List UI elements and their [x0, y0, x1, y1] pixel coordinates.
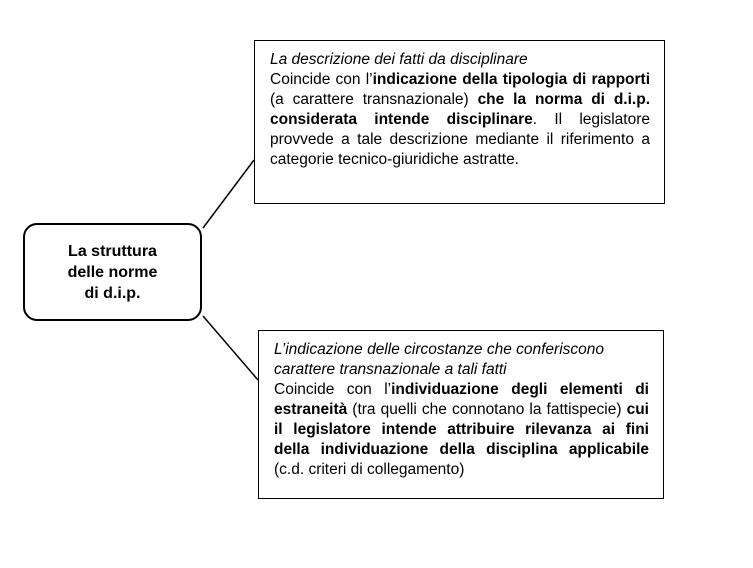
- connector-bottom: [203, 316, 258, 380]
- box2-text-part2: (tra quelli che connotano la fattispecie): [347, 401, 627, 418]
- box2-text: [274, 380, 649, 480]
- box1-bold-part2: che la norma di d.i.p. considerata intende disciplinare: [270, 91, 650, 128]
- box1-title: La descrizione dei fatti da disciplinare: [270, 51, 528, 68]
- box1-text-part3: . Il legislatore provvede a tale descrizione mediante il riferimento a categorie tecnico-giuridiche astratte.: [270, 111, 650, 168]
- box1-text-part1: Coincide con l’: [270, 71, 373, 88]
- box2-text-part1: Coincide con l’: [274, 381, 392, 398]
- box2-bold-part1: individuazione degli elementi di estraneità: [274, 381, 649, 418]
- central-node: [23, 223, 202, 321]
- box2-bold-part2: cui il legislatore intende attribuire rilevanza ai fini della individuazione della disciplina applicabile: [274, 401, 649, 458]
- central-line-2: delle norme: [67, 263, 158, 281]
- box1-bold-part1: indicazione della tipologia di rapporti: [372, 71, 650, 88]
- connector-top: [203, 160, 254, 228]
- description-box-circumstances: [258, 330, 664, 499]
- box2-title: L’indicazione delle circostanze che conferiscono carattere transnazionale a tali fatti: [274, 341, 605, 378]
- central-line-1: La struttura: [68, 242, 157, 260]
- box2-text-part3: (c.d. criteri di collegamento): [274, 461, 465, 478]
- box1-text-part2: (a carattere transnazionale): [270, 91, 478, 108]
- box1-text: [270, 70, 650, 170]
- description-box-facts: [254, 40, 665, 204]
- central-line-3: di d.i.p.: [84, 284, 141, 302]
